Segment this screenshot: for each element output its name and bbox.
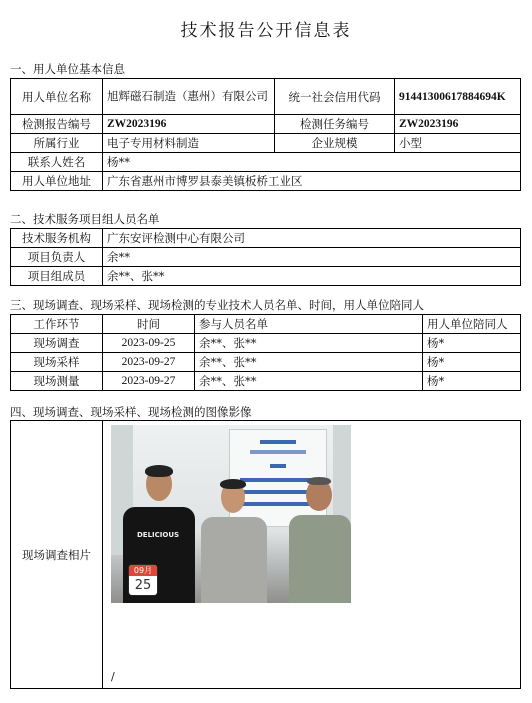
unit-name-label: 用人单位名称 (11, 79, 103, 115)
section-3-heading: 三、现场调查、现场采样、现场检测的专业技术人员名单、时间，用人单位陪同人 (10, 298, 424, 312)
basic-info-table (10, 78, 521, 191)
table-row (11, 353, 521, 372)
scale-label: 企业规模 (275, 134, 395, 153)
header-date: 时间 (103, 315, 195, 334)
credit-code-value: 91441300617884694K (395, 79, 521, 115)
unit-name-value: 旭辉磁石制造（惠州）有限公司 (103, 79, 275, 115)
shirt-text: DELICIOUS (137, 531, 180, 539)
leader-value: 余** (103, 248, 521, 267)
header-people: 参与人员名单 (195, 315, 423, 334)
table-row (11, 372, 521, 391)
row-date: 2023-09-25 (103, 334, 195, 353)
credit-code-label: 统一社会信用代码 (275, 79, 395, 115)
header-stage: 工作环节 (11, 315, 103, 334)
row-people: 余**、张** (195, 372, 423, 391)
section-4-heading: 四、现场调查、现场采样、现场检测的图像影像 (10, 405, 252, 419)
industry-label: 所属行业 (11, 134, 103, 153)
row-escort: 杨* (423, 334, 521, 353)
task-no-label: 检测任务编号 (275, 115, 395, 134)
contact-label: 联系人姓名 (11, 153, 103, 172)
org-label: 技术服务机构 (11, 229, 103, 248)
contact-value: 杨** (103, 153, 521, 172)
task-no-value: ZW2023196 (395, 115, 521, 134)
row-people: 余**、张** (195, 353, 423, 372)
header-escort: 用人单位陪同人 (423, 315, 521, 334)
report-no-label: 检测报告编号 (11, 115, 103, 134)
page-title: 技术报告公开信息表 (180, 21, 352, 41)
industry-value: 电子专用材料制造 (103, 134, 275, 153)
row-stage: 现场采样 (11, 353, 103, 372)
row-stage: 现场测量 (11, 372, 103, 391)
scale-value: 小型 (395, 134, 521, 153)
field-work-table (10, 314, 521, 391)
team-table (10, 228, 521, 286)
address-label: 用人单位地址 (11, 172, 103, 191)
calendar-month: 09月 (129, 565, 157, 576)
field-photo (111, 425, 351, 603)
row-date: 2023-09-27 (103, 353, 195, 372)
row-date: 2023-09-27 (103, 372, 195, 391)
calendar-day: 25 (134, 578, 152, 593)
row-people: 余**、张** (195, 334, 423, 353)
org-value: 广东安评检测中心有限公司 (103, 229, 521, 248)
members-label: 项目组成员 (11, 267, 103, 286)
photo-label: 现场调查相片 (11, 421, 103, 689)
trailing-mark: / (111, 670, 115, 683)
leader-label: 项目负责人 (11, 248, 103, 267)
report-no-value: ZW2023196 (103, 115, 275, 134)
calendar-icon (129, 565, 157, 595)
row-stage: 现场调查 (11, 334, 103, 353)
row-escort: 杨* (423, 372, 521, 391)
section-1-heading: 一、用人单位基本信息 (10, 62, 125, 76)
address-value: 广东省惠州市博罗县泰美镇板桥工业区 (103, 172, 521, 191)
section-2-heading: 二、技术服务项目组人员名单 (10, 212, 160, 226)
table-row (11, 334, 521, 353)
row-escort: 杨* (423, 353, 521, 372)
members-value: 余**、张** (103, 267, 521, 286)
